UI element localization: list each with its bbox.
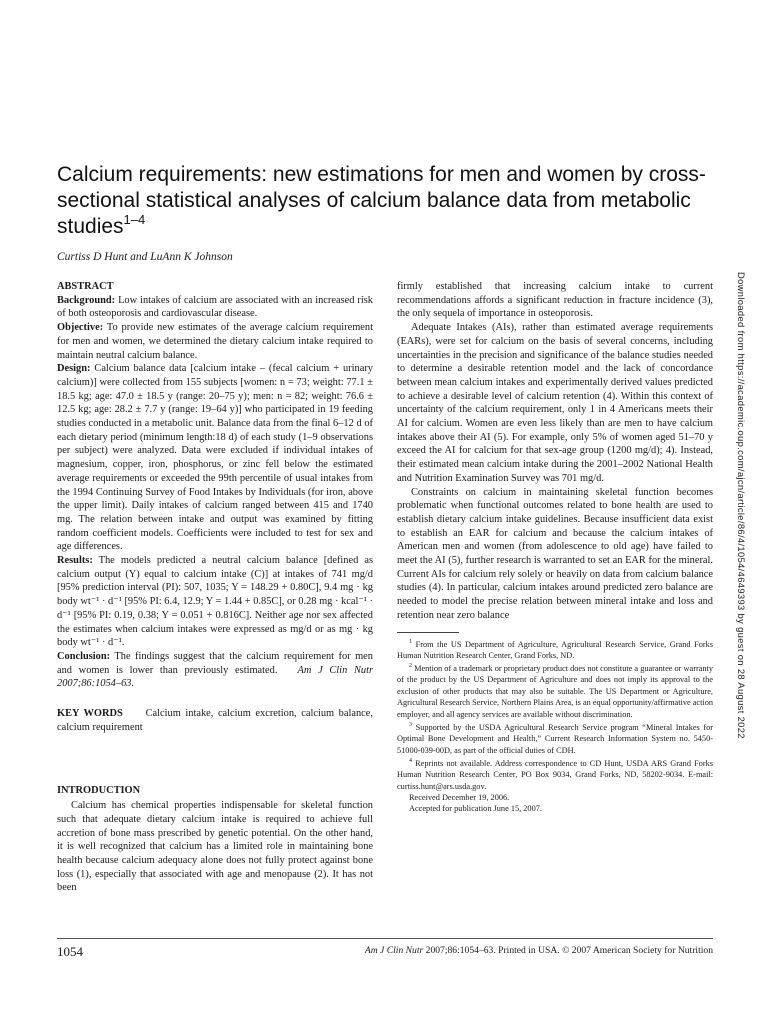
footnote-4-text[interactable]: Reprints not available. Address correspondence to CD Hunt, USDA ARS Grand Forks Human Nutrition Research Center, PO Box 9034, Grand Forks, ND, 58202-9034. E-mail: curtiss.hunt@ars.usda.gov.	[397, 758, 713, 791]
objective-text: To provide new estimates of the average calcium requirement for men and women, we determined the dietary calcium intake required to maintain neutral calcium balance.	[57, 322, 374, 361]
conclusion-label: Conclusion:	[57, 650, 111, 662]
footnote-divider	[397, 632, 459, 633]
footnote-1-text: From the US Department of Agriculture, Agricultural Research Service, Grand Forks Human Nutrition Research Center, Grand Forks, ND.	[397, 639, 714, 660]
footnote-2-number: 2	[409, 663, 412, 670]
objective-label: Objective:	[57, 322, 104, 334]
download-watermark-text[interactable]: Downloaded from https://academic.oup.com/ajcn/article/86/4/1054/4649393 by guest on 28 August 2022	[736, 272, 747, 739]
journal-name: Am J Clin Nutr	[364, 945, 424, 956]
key-words-label: KEY WORDS	[57, 708, 123, 720]
author-line: Curtiss D Hunt and LuAnn K Johnson	[57, 251, 233, 263]
footnote-1	[397, 637, 713, 662]
abstract-objective	[57, 321, 373, 362]
abstract-results	[57, 554, 373, 650]
key-words	[57, 707, 373, 734]
footnote-3-text: Supported by the USDA Agricultural Research Service program “Mineral Intakes for Optimal Bone Development and Health,” Current Research Information System no. 5450-51000-039-00D, as part of the official duties of CDH.	[397, 722, 713, 755]
abstract-conclusion	[57, 650, 373, 691]
body-paragraph-2: Adequate Intakes (AIs), rather than estimated average requirements (EARs), were set for calcium on the basis of several concerns, including uncertainties in the precision and significance of the balance studies needed to determine a desirable retention model and the lack of concordance between mean calcium intakes and experimentally derived values predicted to achieve a desirable level of calcium retention (4). Within this context of uncertainty of the calcium requirement, only 1 in 4 Americans meets their AI for calcium. Women are even less likely than are men to have calcium intakes above their AI (5). For example, only 5% of women aged 51–70 y exceed the AI for calcium for that sex-age group (1200 mg/d); 4). Instead, their estimated mean calcium intake during the 2001–2002 National Health and Nutrition Examination Survey was 701 mg/d.	[397, 322, 713, 484]
title-footnote-refs[interactable]: 1–4	[123, 212, 146, 227]
received-date: Received December 19, 2006.	[409, 792, 510, 802]
left-column	[57, 280, 373, 895]
footnote-3-number: 3	[409, 721, 412, 728]
footnote-3	[397, 720, 713, 756]
footnote-1-number: 1	[409, 638, 412, 645]
footnote-2	[397, 661, 713, 720]
abstract-citation: Am J Clin Nutr 2007;86:1054–63.	[57, 664, 374, 690]
introduction-paragraph: Calcium has chemical properties indispensable for skeletal function such that adequate dietary calcium intake is required to achieve full accretion of bone mass prescribed by genetic potential. On the other hand, it is well recognized that calcium has a limited role in maintaining bone health because calcium adequacy alone does not fully protect against bone loss (1), especially that associated with age and menopause (2). It has not been	[57, 800, 373, 894]
conclusion-text: The findings suggest that the calcium requirement for men and women is lower than previously estimated.	[57, 650, 373, 676]
accepted-date: Accepted for publication June 15, 2007.	[409, 804, 542, 814]
body-paragraph-3: Constraints on calcium in maintaining skeletal function becomes problematic when functional outcomes related to bone health are used to establish dietary calcium intake guidelines. Because insufficient data exist to establish an EAR for calcium and because the calcium intakes of American men and women (from adolescence to old age) have failed to meet the AI (5), further research is warranted to set an EAR for the mineral. Current AIs for calcium rely solely or heavily on data from calcium balance studies (4). In particular, calcium intakes around predicted zero balance are needed to model the precise relation between mineral intake and loss and retention near zero balance	[397, 486, 713, 621]
page-number: 1054	[57, 944, 83, 959]
background-text: Low intakes of calcium are associated with an increased risk of both osteoporosis and cardiovascular disease.	[57, 294, 373, 320]
design-text: Calcium balance data [calcium intake – (fecal calcium + urinary calcium)] were collected from 155 subjects [women: n = 73; weight: 77.1 ± 18.5 kg; age: 47.0 ± 18.5 y (range: 20–75 y); men: n = 82; weight: 76.6 ± 12.5 kg; age: 28.2 ± 7.7 y (range: 19–64 y)] who participated in 19 feeding studies conducted in a metabolic unit. Balance data from the final 6–12 d of each dietary period (minimum length:18 d) of each study (1–9 observations per subject) were analyzed. Data were excluded if individual intakes of magnesium, copper, iron, phosphorus, or zinc fell below the estimated average requirements or exceeded the 99th percentile of usual intakes from the 1994 Continuing Survey of Food Intakes by Individuals (for iron, above the upper limit). Daily intakes of calcium ranged between 415 and 1740 mg. The relation between intake and output was examined by fitting random coefficient models. Coefficients were included to test for sex and age differences.	[57, 363, 373, 553]
design-label: Design:	[57, 363, 91, 375]
body-paragraph-1: firmly established that increasing calcium intake to current recommendations affords a significant reduction in fracture incidence (3), the only sequela of importance in osteoporosis.	[397, 281, 713, 320]
download-watermark	[733, 272, 749, 1032]
abstract-design	[57, 362, 373, 554]
footnotes	[397, 637, 713, 815]
abstract-heading: ABSTRACT	[57, 281, 114, 292]
results-label: Results:	[57, 555, 93, 567]
title-text: Calcium requirements: new estimations for men and women by cross-sectional statistical analyses of calcium balance data from metabolic studies	[57, 163, 706, 238]
results-text: The models predicted a neutral calcium balance [defined as calcium output (Y) equal to calcium intake (C)] at intakes of 741 mg/d [95% prediction interval (PI): 507, 1035; Y = 148.29 + 0.80C], 9.4 mg · kg body wt⁻¹ · d⁻¹ [95% PI: 6.4, 12.9; Y = 1.44 + 0.85C], or 0.28 mg · kcal⁻¹ · d⁻¹ [95% PI: 0.19, 0.38; Y = 0.051 + 0.816C]. Neither age nor sex affected the estimates when calcium intakes were expressed as mg/d or as mg · kg body wt⁻¹ · d⁻¹.	[57, 555, 373, 649]
abstract-background	[57, 294, 373, 321]
right-column	[397, 280, 713, 815]
page-footer	[57, 938, 713, 957]
footnote-4	[397, 756, 713, 792]
background-label: Background:	[57, 294, 116, 306]
article-title	[57, 162, 707, 240]
footnote-2-text: Mention of a trademark or proprietary product does not constitute a guarantee or warranty of the product by the US Department of Agriculture and does not imply its approval to the exclusion of other products that may also be suitable. The US Department or Agriculture, Agricultural Research Service, Northern Plains Area, is an equal opportunity/affirmative action employer, and all agency services are available without discrimination.	[397, 663, 714, 719]
introduction-heading: INTRODUCTION	[57, 784, 141, 796]
journal-citation	[365, 945, 713, 956]
key-words-text: Calcium intake, calcium excretion, calcium balance, calcium requirement	[57, 708, 373, 733]
footnote-4-number: 4	[409, 757, 412, 764]
journal-details: 2007;86:1054–63. Printed in USA. © 2007 American Society for Nutrition	[423, 945, 713, 956]
